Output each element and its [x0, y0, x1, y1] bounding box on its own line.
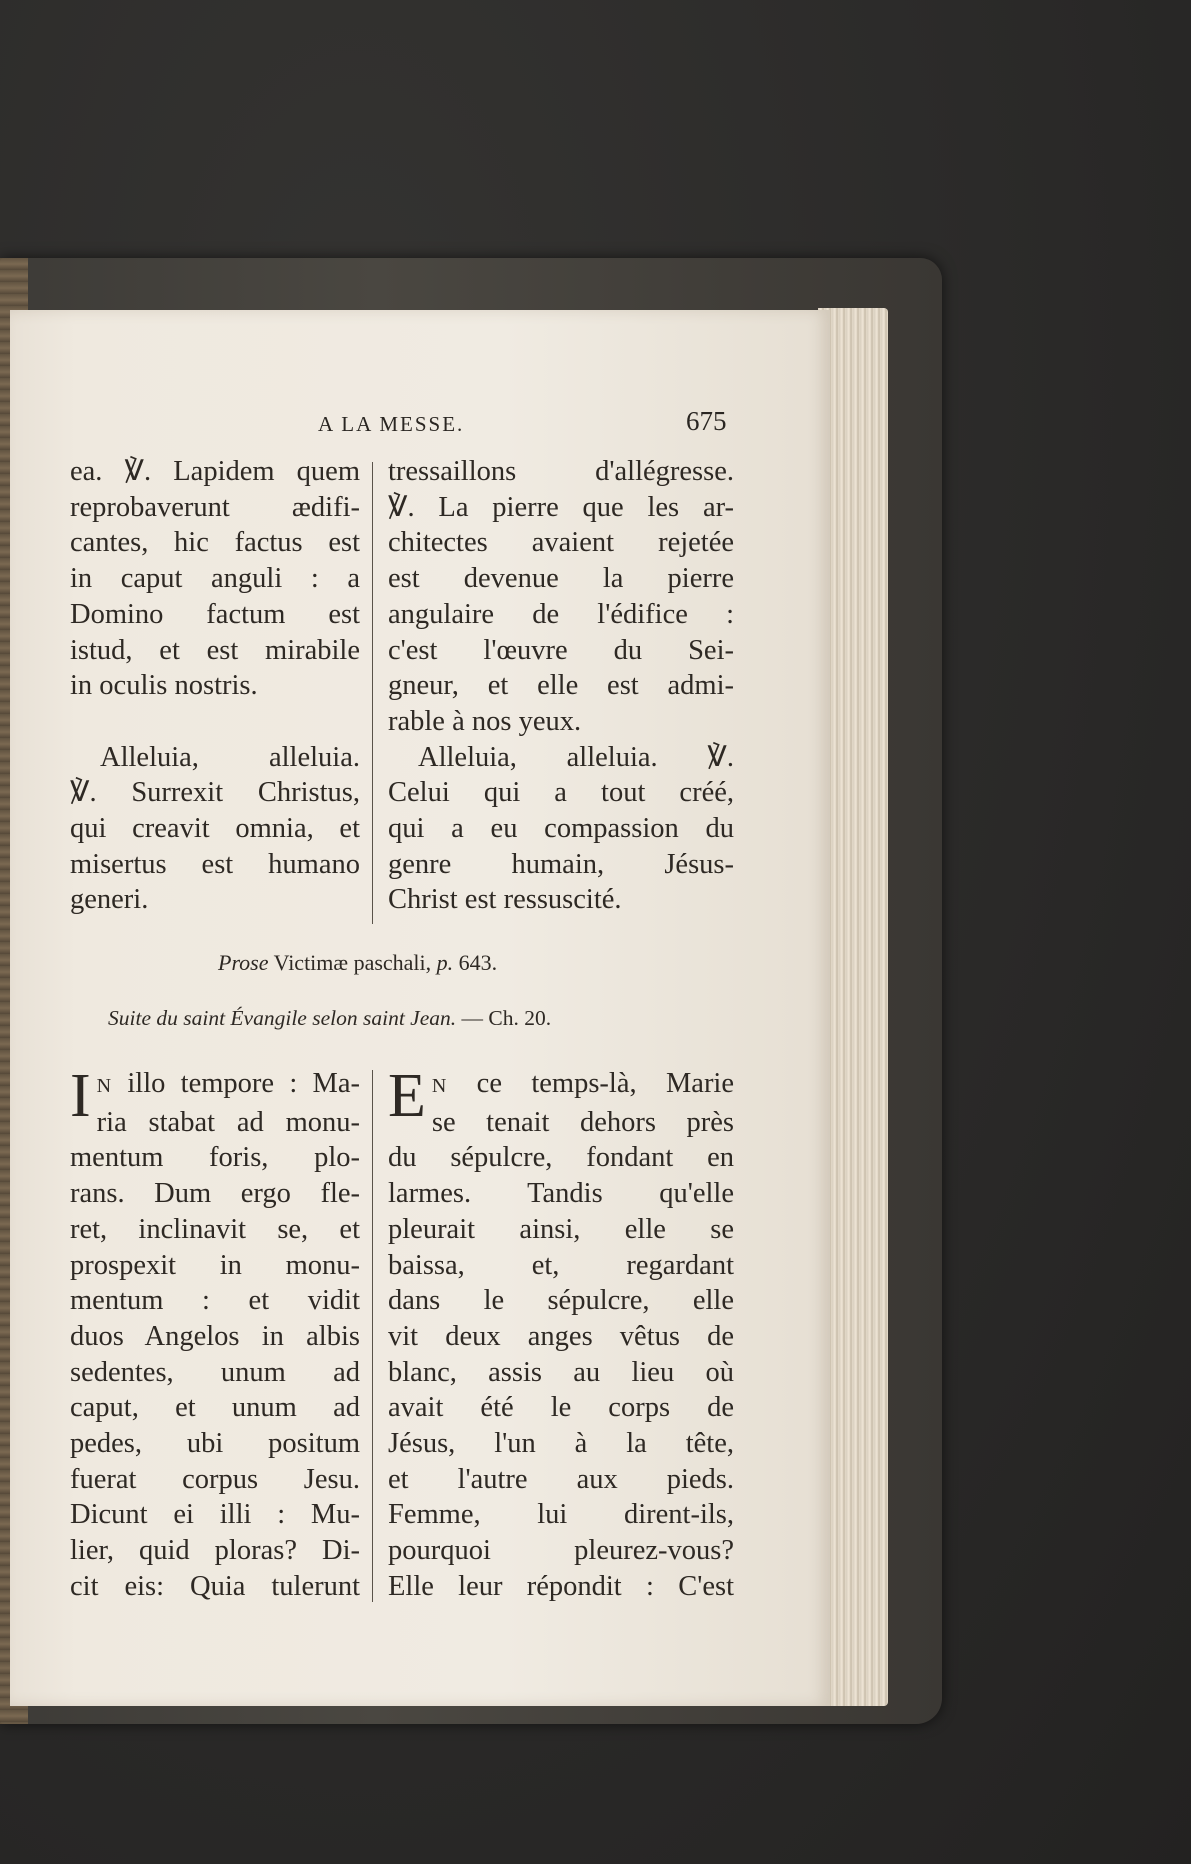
- text-line: generi.: [70, 884, 149, 916]
- text-line: vit deux anges vêtus de: [388, 1320, 734, 1352]
- text-line: N ce temps-là, Marie: [431, 1068, 734, 1099]
- text-line: Domino factum est: [70, 598, 360, 630]
- text-line: gneur, et elle est admi-: [388, 670, 734, 702]
- text-line: baissa, et, regardant: [388, 1249, 734, 1281]
- running-header: [0, 406, 1191, 448]
- text-line: pleurait ainsi, elle se: [388, 1213, 734, 1245]
- french-column-top: [388, 454, 734, 918]
- text-line: ria stabat ad monu-: [96, 1106, 360, 1138]
- text-line: reprobaverunt ædifi-: [70, 491, 360, 523]
- text-line: Alleluia, alleluia.: [100, 741, 360, 773]
- header-title: A LA MESSE.: [318, 412, 465, 436]
- text-line: ea. ℣. Lapidem quem: [70, 456, 360, 487]
- prose-text: Victimæ paschali,: [273, 950, 432, 975]
- text-line: chitectes avaient rejetée: [388, 527, 734, 559]
- blank-line: [70, 704, 360, 740]
- text-line: ℣. Surrexit Christus,: [70, 777, 360, 809]
- text-line: prospexit in monu-: [70, 1249, 360, 1281]
- gospel-heading: [108, 1006, 551, 1031]
- text-line: Jésus, l'un à la tête,: [388, 1428, 734, 1460]
- text-line: pourquoi pleurez-vous?: [388, 1535, 734, 1567]
- page-number: 675: [686, 406, 727, 436]
- text-line: Elle leur répondit : C'est: [388, 1570, 734, 1602]
- text-line: Celui qui a tout créé,: [388, 777, 734, 809]
- text-line: rans. Dum ergo fle-: [70, 1178, 360, 1210]
- text-line: lier, quid ploras? Di-: [70, 1535, 360, 1567]
- column-divider: [372, 462, 373, 924]
- gospel-heading-italic: Suite du saint Évangile selon saint Jean.: [108, 1006, 457, 1030]
- latin-column-top: [70, 454, 360, 918]
- text-line: c'est l'œuvre du Sei-: [388, 634, 734, 666]
- text-line: Dicunt ei illi : Mu-: [70, 1499, 360, 1531]
- text-line: cit eis: Quia tulerunt: [70, 1570, 360, 1602]
- text-line: in oculis nostris.: [70, 670, 258, 702]
- text-line: se tenait dehors près: [431, 1106, 734, 1138]
- text-line: genre humain, Jésus-: [388, 848, 734, 880]
- prose-page-number: 643.: [458, 950, 498, 975]
- text-line: larmes. Tandis qu'elle: [388, 1178, 734, 1210]
- column-divider: [372, 1070, 373, 1602]
- text-line: ℣. La pierre que les ar-: [388, 491, 734, 523]
- text-line: tressaillons d'allégresse.: [388, 456, 734, 487]
- text-line: cantes, hic factus est: [70, 527, 360, 559]
- gospel-heading-chapter: — Ch. 20.: [456, 1006, 552, 1030]
- text-line: Alleluia, alleluia. ℣.: [418, 741, 734, 773]
- text-line: du sépulcre, fondant en: [388, 1142, 734, 1174]
- text-line: duos Angelos in albis: [70, 1320, 360, 1352]
- drop-cap: I: [70, 1062, 91, 1130]
- text-line: misertus est humano: [70, 848, 360, 880]
- text-line: dans le sépulcre, elle: [388, 1285, 734, 1317]
- prose-page-abbr: p.: [436, 950, 454, 975]
- text-line: et l'autre aux pieds.: [388, 1463, 734, 1495]
- text-line: Christ est ressuscité.: [388, 884, 622, 916]
- text-line: fuerat corpus Jesu.: [70, 1463, 360, 1495]
- latin-column-bottom: [70, 1062, 360, 1605]
- french-column-bottom: [388, 1062, 734, 1605]
- text-line: in caput anguli : a: [70, 563, 360, 595]
- text-line: mentum foris, plo-: [70, 1142, 360, 1174]
- text-line: blanc, assis au lieu où: [388, 1356, 734, 1388]
- text-line: avait été le corps de: [388, 1392, 734, 1424]
- text-line: N illo tempore : Ma-: [96, 1068, 360, 1099]
- prose-label: Prose: [218, 950, 269, 975]
- text-line: caput, et unum ad: [70, 1392, 360, 1424]
- text-line: rable à nos yeux.: [388, 705, 582, 737]
- text-line: pedes, ubi positum: [70, 1428, 360, 1460]
- text-line: sedentes, unum ad: [70, 1356, 360, 1388]
- text-line: est devenue la pierre: [388, 563, 734, 595]
- drop-cap: E: [388, 1062, 426, 1130]
- text-line: Femme, lui dirent-ils,: [388, 1499, 734, 1531]
- text-line: istud, et est mirabile: [70, 634, 360, 666]
- text-line: ret, inclinavit se, et: [70, 1213, 360, 1245]
- text-line: angulaire de l'édifice :: [388, 598, 734, 630]
- text-line: qui creavit omnia, et: [70, 813, 360, 845]
- prose-reference: [218, 950, 497, 976]
- text-line: qui a eu compassion du: [388, 813, 734, 845]
- text-line: mentum : et vidit: [70, 1285, 360, 1317]
